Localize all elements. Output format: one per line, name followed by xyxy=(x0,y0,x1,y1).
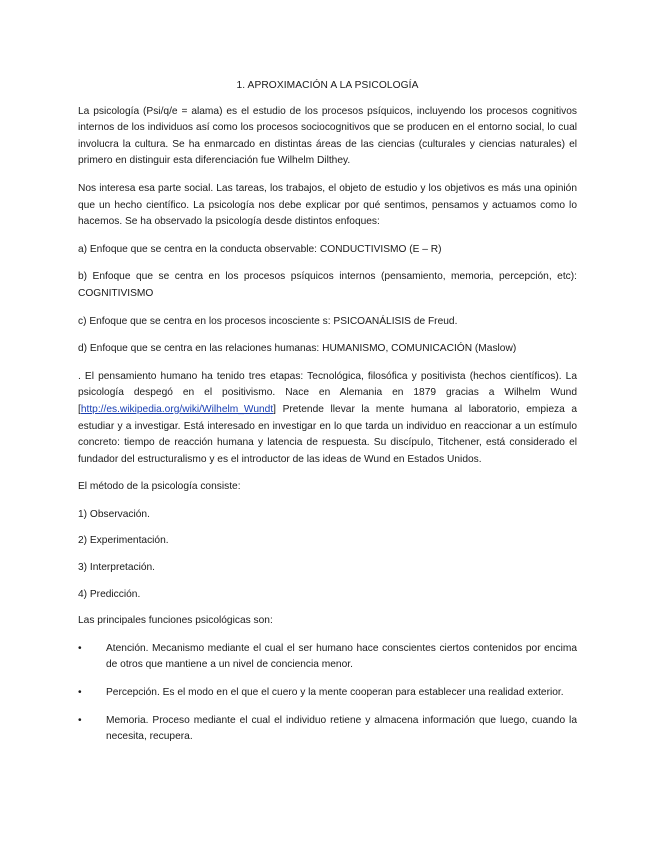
method-step-3: 3) Interpretación. xyxy=(78,562,156,574)
history-text-before-link: . El pensamiento humano ha tenido tres etapas: Tecnológica, filosófica y positivista (hechos científicos). La psicología despegó en el positivismo. Nace en Alemania en 1879 gracias a Wilhelm Wund [ xyxy=(78,370,577,415)
bullet-icon: • xyxy=(78,714,82,726)
bullet-icon: • xyxy=(78,687,82,699)
function-memory: Memoria. Proceso mediante el cual el individuo retiene y almacena información que luego, cuando la necesita, recupera. xyxy=(106,714,577,743)
method-step-2: 2) Experimentación. xyxy=(78,535,169,547)
approach-c: c) Enfoque que se centra en los procesos incosciente s: PSICOANÁLISIS de Freud. xyxy=(78,315,458,327)
wikipedia-link[interactable]: http://es.wikipedia.org/wiki/Wilhelm_Wundt xyxy=(80,403,274,415)
function-attention: Atención. Mecanismo mediante el cual el ser humano hace conscientes ciertos contenidos por encima de otros que mantiene a un nivel de conciencia menor. xyxy=(106,642,577,671)
intro-paragraph: La psicología (Psi/q/e = alama) es el estudio de los procesos psíquicos, incluyendo los procesos cognitivos internos de los individuos así como los procesos sociocognitivos que se producen en el entorno social, lo cual involucra la cultura. Se ha enmarcado en distintas áreas de las ciencias (culturales y ciencias naturales) el primero en distinguir esta diferenciación fue Wilhelm Dilthey. xyxy=(78,105,577,167)
interest-paragraph: Nos interesa esa parte social. Las tareas, los trabajos, el objeto de estudio y los objetivos es más una opinión que un hecho científico. La psicología nos debe explicar por qué sentimos, pensamos y actuamos como lo hacemos. Se ha observado la psicología desde distintos enfoques: xyxy=(78,182,577,228)
history-text-after-link: ] Pretende llevar la mente humana al laboratorio, empieza a estudiar y a investigar. Está interesado en investigar en lo que tarda un individuo en reaccionar a un estímulo concreto: tiempo de reacción humana y latencia de respuesta. Su discípulo, Titchener, está considerado el fundador del estructuralismo y es el introductor de las ideas de Wund en Estados Unidos. xyxy=(78,403,577,465)
bullet-icon: • xyxy=(78,642,82,654)
functions-list xyxy=(78,641,577,746)
method-step-1: 1) Observación. xyxy=(78,508,150,520)
function-perception: Percepción. Es el modo en el que el cuero y la mente cooperan para establecer una realidad exterior. xyxy=(106,687,564,699)
history-paragraph xyxy=(78,369,577,469)
list-item xyxy=(78,685,577,702)
list-item xyxy=(78,641,577,674)
method-heading: El método de la psicología consiste: xyxy=(78,481,241,493)
method-step-4: 4) Predicción. xyxy=(78,588,141,600)
functions-heading: Las principales funciones psicológicas son: xyxy=(78,615,273,627)
approach-b: b) Enfoque que se centra en los procesos psíquicos internos (pensamiento, memoria, percepción, etc): COGNITIVISMO xyxy=(78,271,577,299)
document-title: 1. APROXIMACIÓN A LA PSICOLOGÍA xyxy=(236,80,419,91)
approach-a: a) Enfoque que se centra en la conducta observable: CONDUCTIVISMO (E – R) xyxy=(78,243,442,255)
list-item xyxy=(78,713,577,746)
approach-d: d) Enfoque que se centra en las relaciones humanas: HUMANISMO, COMUNICACIÓN (Maslow) xyxy=(78,343,517,355)
